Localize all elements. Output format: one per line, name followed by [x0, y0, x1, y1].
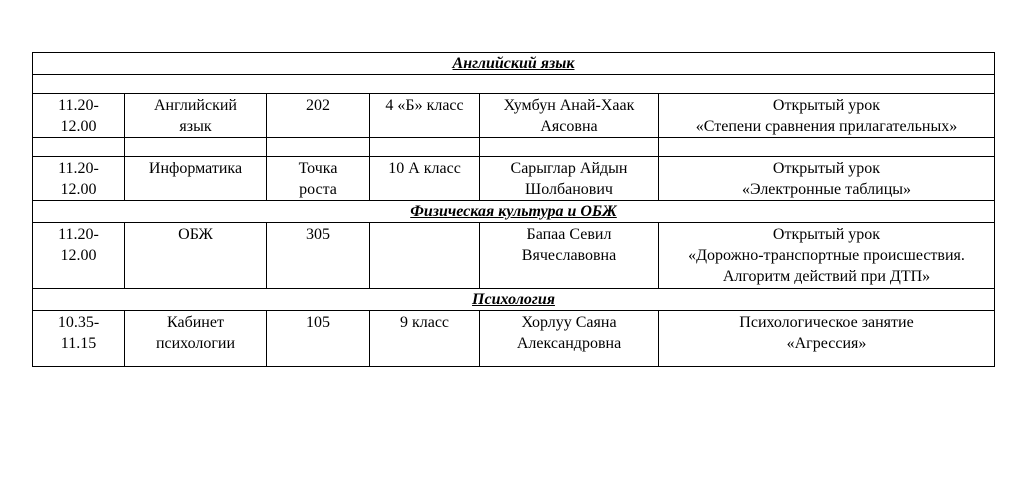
time-cell	[33, 311, 125, 367]
time-end: 12.00	[60, 181, 97, 198]
time-start: 11.20-	[58, 97, 99, 114]
event-line: «Дорожно-транспортные происшествия.	[688, 247, 965, 264]
class-cell	[370, 223, 480, 289]
blank-cell	[480, 138, 659, 157]
event-line: «Агрессия»	[786, 335, 867, 352]
table-row	[33, 94, 995, 138]
subject-line: психологии	[155, 335, 236, 352]
subject-line: Информатика	[148, 160, 243, 177]
section-row-pe	[33, 201, 995, 223]
time-cell	[33, 94, 125, 138]
class-cell	[370, 311, 480, 367]
table-row	[33, 223, 995, 289]
subject-line: Английский	[154, 97, 237, 114]
event-cell	[659, 311, 995, 367]
event-line: Открытый урок	[772, 97, 881, 114]
section-row-psychology	[33, 289, 995, 311]
event-line: «Степени сравнения прилагательных»	[695, 118, 958, 135]
teacher-line: Хорлуу Саяна	[521, 314, 617, 331]
teacher-line: Сарыглар Айдын	[510, 160, 628, 177]
subject-cell	[125, 94, 267, 138]
blank-cell	[659, 138, 995, 157]
subject-cell	[125, 223, 267, 289]
time-end: 12.00	[60, 118, 97, 135]
room-cell	[267, 311, 370, 367]
section-title-psychology: Психология	[33, 289, 995, 311]
section-title-pe: Физическая культура и ОБЖ	[33, 201, 995, 223]
blank-cell	[125, 138, 267, 157]
blank-cell	[33, 138, 125, 157]
subject-line: Кабинет	[167, 314, 224, 331]
subject-line: ОБЖ	[178, 226, 213, 243]
event-cell	[659, 223, 995, 289]
teacher-line: Бапаа Севил	[526, 226, 612, 243]
time-start: 10.35-	[57, 314, 100, 331]
teacher-line: Вячеславовна	[521, 247, 617, 264]
room-cell	[267, 157, 370, 201]
teacher-line: Александровна	[516, 335, 622, 352]
room-line: 105	[306, 314, 330, 331]
room-line: роста	[299, 181, 337, 198]
blank-row-split	[33, 138, 995, 157]
class-cell	[370, 157, 480, 201]
room-cell	[267, 223, 370, 289]
table-row	[33, 311, 995, 367]
class-cell	[370, 94, 480, 138]
teacher-cell	[480, 311, 659, 367]
time-cell	[33, 223, 125, 289]
class-line: 10 А класс	[388, 160, 461, 177]
class-line: 4 «Б» класс	[385, 97, 464, 114]
event-cell	[659, 157, 995, 201]
event-line: Открытый урок	[772, 160, 881, 177]
room-cell	[267, 94, 370, 138]
schedule-table	[32, 52, 995, 367]
subject-cell	[125, 157, 267, 201]
room-line: Точка	[298, 160, 338, 177]
blank-cell	[33, 75, 995, 94]
teacher-line: Хумбун Анай-Хаак	[503, 97, 635, 114]
teacher-cell	[480, 94, 659, 138]
time-start: 11.20-	[58, 226, 99, 243]
time-end: 11.15	[60, 335, 97, 352]
event-line: Психологическое занятие	[739, 314, 914, 331]
section-row-english	[33, 53, 995, 75]
event-line: Открытый урок	[772, 226, 881, 243]
blank-row	[33, 75, 995, 94]
blank-cell	[370, 138, 480, 157]
event-line: «Электронные таблицы»	[741, 181, 912, 198]
room-line: 305	[306, 226, 330, 243]
time-cell	[33, 157, 125, 201]
teacher-cell	[480, 223, 659, 289]
time-start: 11.20-	[58, 160, 99, 177]
time-end: 12.00	[60, 247, 97, 264]
event-cell	[659, 94, 995, 138]
class-line: 9 класс	[399, 314, 450, 331]
event-line: Алгоритм действий при ДТП»	[722, 268, 931, 285]
room-line: 202	[306, 97, 330, 114]
teacher-cell	[480, 157, 659, 201]
subject-line: язык	[179, 118, 212, 135]
table-row	[33, 157, 995, 201]
teacher-line: Шолбанович	[525, 181, 613, 198]
teacher-line: Аясовна	[540, 118, 598, 135]
blank-cell	[267, 138, 370, 157]
subject-cell	[125, 311, 267, 367]
section-title-english: Английский язык	[33, 53, 995, 75]
